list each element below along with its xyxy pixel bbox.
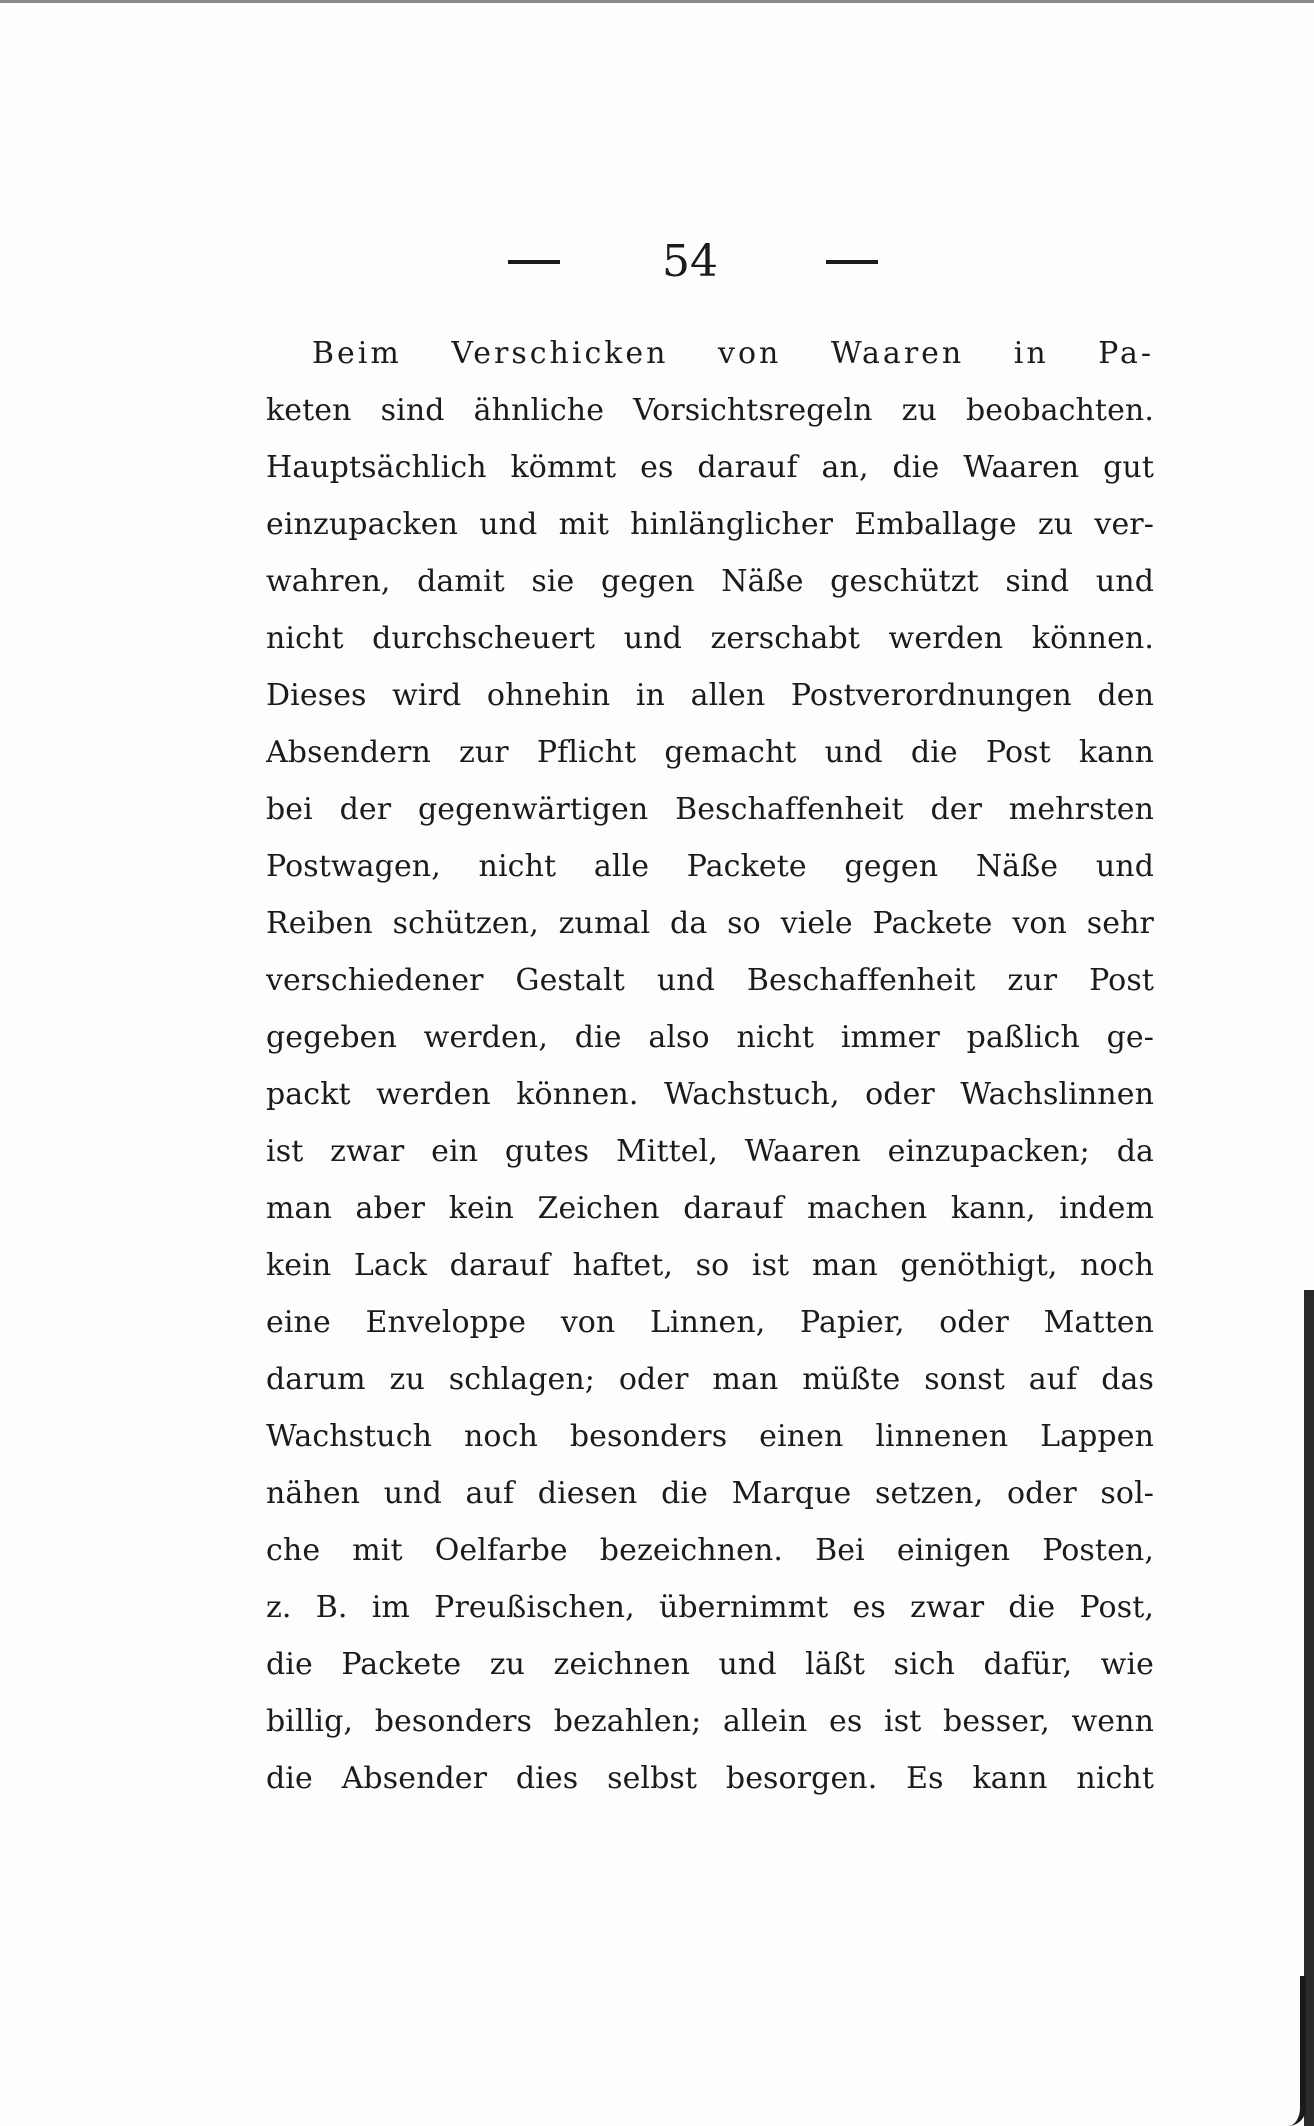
text-line: verschiedener Gestalt und Beschaffenheit zur Post [266,963,1154,998]
text-line: packt werden können. Wachstuch, oder Wachslinnen [266,1077,1154,1112]
text-line: man aber kein Zeichen darauf machen kann, indem [266,1191,1154,1226]
body-text [266,325,1154,1807]
text-line: Reiben schützen, zumal da so viele Packete von sehr [266,906,1154,941]
text-line: Hauptsächlich kömmt es darauf an, die Waaren gut [266,450,1154,485]
text-line: die Packete zu zeichnen und läßt sich dafür, wie [266,1647,1154,1682]
text-line: kein Lack darauf haftet, so ist man genöthigt, noch [266,1248,1154,1283]
text-line: eine Enveloppe von Linnen, Papier, oder Matten [266,1305,1154,1340]
scan-top-edge [0,0,1314,3]
text-line: Absendern zur Pflicht gemacht und die Post kann [266,735,1154,770]
text-line: nicht durchscheuert und zerschabt werden können. [266,621,1154,656]
page-header [0,232,1314,292]
text-line: keten sind ähnliche Vorsichtsregeln zu beobachten. [266,393,1154,428]
text-line: gegeben werden, die also nicht immer paßlich ge- [266,1020,1154,1055]
header-dash-left [508,260,560,264]
text-line: z. B. im Preußischen, übernimmt es zwar die Post, [266,1590,1154,1625]
text-line: wahren, damit sie gegen Näße geschützt sind und [266,564,1154,599]
text-line: Beim Verschicken von Waaren in Pa- [312,336,1154,371]
text-line: Dieses wird ohnehin in allen Postverordnungen den [266,678,1154,713]
text-line: bei der gegenwärtigen Beschaffenheit der mehrsten [266,792,1154,827]
text-line: billig, besonders bezahlen; allein es ist besser, wenn [266,1704,1154,1739]
header-dash-right [826,260,878,264]
text-line: darum zu schlagen; oder man müßte sonst auf das [266,1362,1154,1397]
text-line: ist zwar ein gutes Mittel, Waaren einzupacken; da [266,1134,1154,1169]
text-line: Postwagen, nicht alle Packete gegen Näße und [266,849,1154,884]
text-line: nähen und auf diesen die Marque setzen, oder sol- [266,1476,1154,1511]
text-line: Wachstuch noch besonders einen linnenen Lappen [266,1419,1154,1454]
text-line: die Absender dies selbst besorgen. Es kann nicht [266,1761,1154,1796]
page-number: 54 [662,236,718,287]
page-curl-shadow [1282,1976,1306,2126]
text-line: che mit Oelfarbe bezeichnen. Bei einigen Posten, [266,1533,1154,1568]
text-line: einzupacken und mit hinlänglicher Emballage zu ver- [266,507,1154,542]
